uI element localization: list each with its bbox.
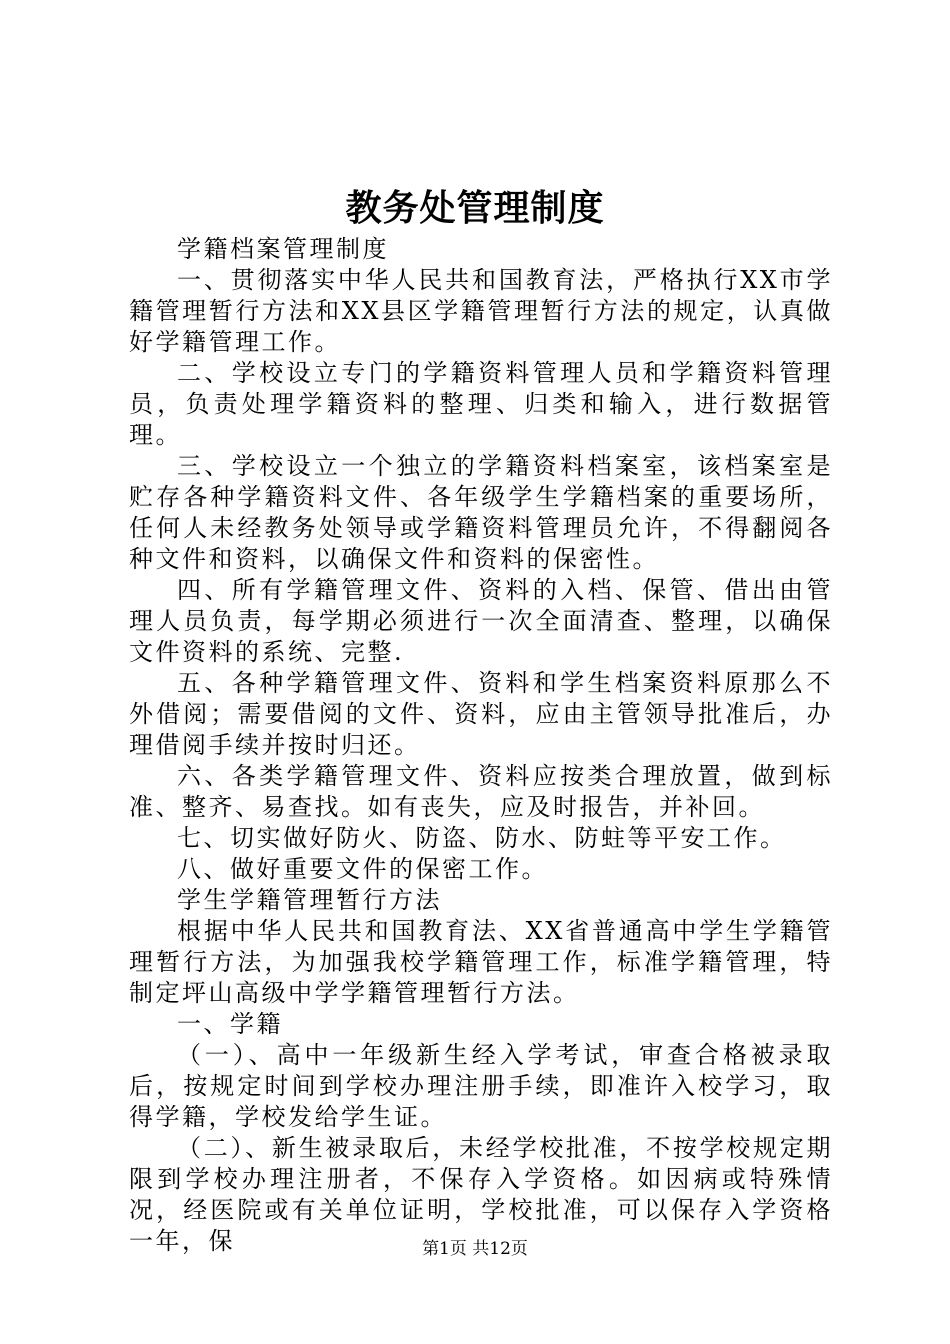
paragraph: （一）、高中一年级新生经入学考试，审查合格被录取后，按规定时间到学校办理注册手续，即准许入校学习，取得学籍，学校发给学生证。: [129, 1041, 833, 1131]
paragraph: 七、切实做好防火、防盗、防水、防蛀等平安工作。: [177, 824, 787, 852]
paragraph-section-heading: 学生学籍管理暂行方法: [177, 886, 442, 914]
document-title: 教务处管理制度: [345, 187, 605, 229]
paragraph: （二）、新生被录取后，未经学校批准，不按学校规定期限到学校办理注册者，不保存入学资格。如因病或特殊情况，经医院或有关单位证明，学校批准，可以保存入学资格一年，保: [129, 1134, 833, 1255]
paragraph: 四、所有学籍管理文件、资料的入档、保管、借出由管理人员负责，每学期必须进行一次全面清查、整理，以确保文件资料的系统、完整.: [129, 576, 833, 666]
paragraph: 根据中华人民共和国教育法、XX省普通高中学生学籍管理暂行方法，为加强我校学籍管理工作，标准学籍管理，特制定坪山高级中学学籍管理暂行方法。: [129, 917, 833, 1007]
paragraph: 二、学校设立专门的学籍资料管理人员和学籍资料管理员，负责处理学籍资料的整理、归类和输入，进行数据管理。: [129, 359, 833, 449]
paragraph: 一、学籍: [177, 1010, 283, 1038]
page-footer: 第1页 共12页: [422, 1239, 528, 1259]
paragraph: 六、各类学籍管理文件、资料应按类合理放置，做到标准、整齐、易查找。如有丧失，应及时报告，并补回。: [129, 762, 833, 821]
paragraph: 三、学校设立一个独立的学籍资料档案室，该档案室是贮存各种学籍资料文件、各年级学生学籍档案的重要场所，任何人未经教务处领导或学籍资料管理员允许，不得翻阅各种文件和资料，以确保文件和资料的保密性。: [129, 452, 833, 573]
document-body: [129, 234, 833, 1257]
paragraph-section-heading: 学籍档案管理制度: [177, 235, 389, 263]
paragraph: 八、做好重要文件的保密工作。: [177, 855, 548, 883]
paragraph: 五、各种学籍管理文件、资料和学生档案资料原那么不外借阅；需要借阅的文件、资料，应由主管领导批准后，办理借阅手续并按时归还。: [129, 669, 833, 759]
paragraph: 一、贯彻落实中华人民共和国教育法，严格执行XX市学籍管理暂行方法和XX县区学籍管理暂行方法的规定，认真做好学籍管理工作。: [129, 266, 833, 356]
